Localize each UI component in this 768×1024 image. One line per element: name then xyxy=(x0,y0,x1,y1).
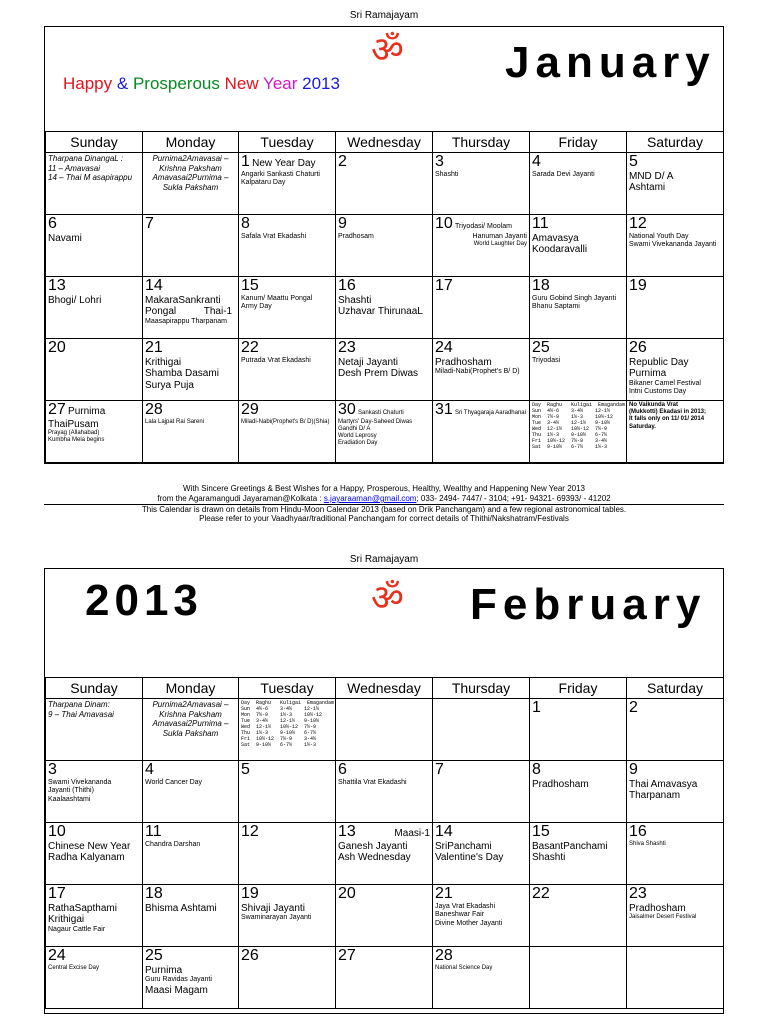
february-grid xyxy=(45,677,724,1009)
event-text: Divine Mother Jayanti xyxy=(435,919,503,927)
week-row xyxy=(46,885,724,947)
event-text: Purnima xyxy=(629,368,667,380)
event-text: Nagaur Cattle Fair xyxy=(48,925,106,933)
day-cell xyxy=(46,947,143,1009)
day-cell xyxy=(143,153,239,215)
event-text: Triyodasi/ Moolam xyxy=(455,223,512,230)
new-year-greeting xyxy=(63,74,340,94)
day-cell xyxy=(433,699,530,761)
month-title: February xyxy=(470,580,707,629)
day-cell xyxy=(46,215,143,277)
day-number: 1 xyxy=(532,699,541,716)
event-text: ThaiPusam xyxy=(48,418,99,430)
day-number: 27 xyxy=(48,401,66,418)
event-text: Swami Vivekananda xyxy=(48,778,112,786)
event-text: Ganesh Jayanti xyxy=(338,840,408,852)
day-number: 26 xyxy=(629,339,647,356)
event-text: Shattila Vrat Ekadashi xyxy=(338,778,407,786)
day-number: 11 xyxy=(532,215,549,232)
day-cell xyxy=(530,339,627,401)
contact-note xyxy=(0,494,768,504)
day-number: 28 xyxy=(435,947,453,964)
weekday-header-row xyxy=(46,132,724,153)
day-cell xyxy=(433,153,530,215)
month-title: January xyxy=(505,38,716,87)
weekday-header: Tuesday xyxy=(239,132,336,153)
event-text: Koodaravalli xyxy=(532,244,588,256)
event-text: Valentine's Day xyxy=(435,852,504,864)
day-cell xyxy=(239,699,336,761)
day-cell xyxy=(433,761,530,823)
event-text: Kumbha Mela begins xyxy=(48,437,105,444)
day-number: 8 xyxy=(241,215,250,232)
event-text: Republic Day xyxy=(629,356,689,368)
day-cell xyxy=(336,215,433,277)
day-cell xyxy=(336,947,433,1009)
event-text: Pradhosham xyxy=(629,902,686,914)
event-text: Gandhi D/ A xyxy=(338,425,371,432)
paksham-note: Krishna Paksham xyxy=(159,709,222,719)
event-text: Putrada Vrat Ekadashi xyxy=(241,356,311,364)
event-text: World Laughter Day xyxy=(473,241,527,248)
week-row xyxy=(46,947,724,1009)
day-cell xyxy=(530,947,627,1009)
day-cell xyxy=(143,947,239,1009)
day-number: 14 xyxy=(145,277,163,294)
tharpana-note: 9 – Thai Amavasai xyxy=(48,709,114,719)
event-text: Central Excise Day xyxy=(48,964,100,971)
event-text: Kaalaashtami xyxy=(48,795,91,803)
event-text: Kanum/ Maattu Pongal xyxy=(241,294,313,302)
week-row xyxy=(46,339,724,401)
day-number: 31 xyxy=(435,401,453,418)
event-text: Thai Amavasya xyxy=(629,778,698,790)
day-number: 7 xyxy=(435,761,444,778)
day-number: 4 xyxy=(532,153,541,170)
event-text: Swaminarayan Jayanti xyxy=(241,914,312,922)
weekday-header: Tuesday xyxy=(239,678,336,699)
day-cell xyxy=(530,215,627,277)
weekday-header-row xyxy=(46,678,724,699)
event-text: Jayanti (Thithi) xyxy=(48,787,94,795)
january-calendar xyxy=(44,26,724,464)
event-text: Shashti xyxy=(338,294,372,306)
event-text: Desh Prem Diwas xyxy=(338,368,419,380)
week-row xyxy=(46,401,724,463)
event-text: Bikaner Camel Festival xyxy=(629,379,701,387)
event-text: Shiva Shashti xyxy=(629,840,666,847)
day-cell xyxy=(239,823,336,885)
event-text: Shamba Dasami xyxy=(145,368,219,380)
year-title: 2013 xyxy=(85,576,203,625)
weekday-header: Wednesday xyxy=(336,678,433,699)
greet-part: Happy xyxy=(63,74,117,93)
event-text: Miladi-Nabi(Prophet's B/ D) xyxy=(435,368,520,376)
event-text: Eradiation Day xyxy=(338,440,378,447)
week-row xyxy=(46,761,724,823)
event-text: Martyrs' Day-Saheed Diwas xyxy=(338,418,413,425)
day-cell xyxy=(336,153,433,215)
day-cell xyxy=(46,823,143,885)
day-number: 25 xyxy=(145,947,163,964)
day-number: 11 xyxy=(145,823,162,840)
day-cell xyxy=(433,215,530,277)
day-number: 23 xyxy=(629,885,647,902)
event-text: Ashtami xyxy=(629,182,666,194)
day-cell xyxy=(627,401,724,463)
weekday-header: Monday xyxy=(143,132,239,153)
paksham-note: Amavasai2Purnima – xyxy=(152,173,229,183)
contact-text: ; 033- 2494- 7447/ - 3104; +91- 94321- 69393/ - 41202 xyxy=(416,494,611,503)
tharpana-note: Tharpana DinangaL : xyxy=(48,154,124,163)
day-cell xyxy=(627,153,724,215)
day-cell xyxy=(143,699,239,761)
day-cell xyxy=(336,761,433,823)
day-cell xyxy=(433,885,530,947)
day-cell xyxy=(433,339,530,401)
day-cell xyxy=(336,885,433,947)
greet-part: New xyxy=(224,74,264,93)
day-cell xyxy=(627,215,724,277)
day-cell xyxy=(239,215,336,277)
day-cell xyxy=(530,761,627,823)
day-number: 5 xyxy=(629,153,638,170)
day-number: 16 xyxy=(338,277,356,294)
day-cell xyxy=(46,153,143,215)
event-text: RathaSapthami xyxy=(48,902,117,914)
weekday-header: Friday xyxy=(530,678,627,699)
paksham-note: Krishna Paksham xyxy=(159,163,222,173)
week-row xyxy=(46,823,724,885)
event-text: Krithigai xyxy=(145,356,182,368)
event-text: (Mukkotti) Ekadasi in 2013; xyxy=(629,409,707,416)
day-number: 21 xyxy=(435,885,453,902)
weekday-header: Saturday xyxy=(627,678,724,699)
weekday-header: Monday xyxy=(143,678,239,699)
day-number: 22 xyxy=(241,339,259,356)
day-cell xyxy=(627,699,724,761)
event-text: Intni Customs Day xyxy=(629,388,687,396)
day-number: 24 xyxy=(48,947,66,964)
day-number: 13 xyxy=(338,823,356,840)
top-label-jan: Sri Ramajayam xyxy=(349,10,419,21)
day-cell xyxy=(627,947,724,1009)
day-number: 25 xyxy=(532,339,550,356)
event-text: Swami Vivekananda Jayanti xyxy=(629,241,717,249)
event-text: Chandra Darshan xyxy=(145,840,201,848)
day-number: 1 xyxy=(241,153,250,170)
paksham-note: Sukla Paksham xyxy=(162,182,219,192)
day-cell xyxy=(239,947,336,1009)
day-number: 14 xyxy=(435,823,453,840)
day-cell xyxy=(530,401,627,463)
day-number: 7 xyxy=(145,215,154,232)
day-cell xyxy=(627,277,724,339)
day-cell xyxy=(143,277,239,339)
day-number: 5 xyxy=(241,761,250,778)
event-text: MND D/ A xyxy=(629,170,674,182)
event-text: Krithigai xyxy=(48,914,85,926)
day-cell xyxy=(627,761,724,823)
paksham-note: Purnima2Amavasai – xyxy=(152,700,229,709)
event-text: Hanuman Jayanti xyxy=(472,232,527,240)
day-cell xyxy=(143,401,239,463)
event-text: No Vaikunda Vrat xyxy=(629,402,679,408)
weekday-header: Thursday xyxy=(433,678,530,699)
event-text: Pradhosham xyxy=(435,356,492,368)
day-cell xyxy=(627,885,724,947)
day-number: 9 xyxy=(629,761,638,778)
event-text: Baneshwar Fair xyxy=(435,911,485,919)
day-cell xyxy=(433,401,530,463)
day-number: 2 xyxy=(629,699,638,716)
day-cell xyxy=(336,277,433,339)
event-text: Lala Lajpat Rai Sareni xyxy=(145,418,205,425)
day-cell xyxy=(239,339,336,401)
event-text: Shivaji Jayanti xyxy=(241,902,305,914)
day-cell xyxy=(46,761,143,823)
day-cell xyxy=(433,947,530,1009)
event-text: BasantPanchami xyxy=(532,840,608,852)
event-text: Bhanu Saptami xyxy=(532,303,580,311)
event-text: Uzhavar ThirunaaL xyxy=(338,306,423,318)
day-number: 26 xyxy=(241,947,259,964)
day-number: 3 xyxy=(435,153,444,170)
event-text: Bhogi/ Lohri xyxy=(48,294,102,306)
event-text: Purnima xyxy=(68,406,106,417)
day-number: 30 xyxy=(338,401,356,418)
event-text: Pradhosham xyxy=(532,778,589,790)
event-text: Ash Wednesday xyxy=(338,852,411,864)
event-text: Shashti xyxy=(435,170,459,178)
event-text: Maasi-1 xyxy=(394,828,430,839)
rahu-kalam-table: Day Raghu Kuligai Emagandam Sun 4½-6 3-4½ 12-1½ Mon 7½-9 1½-3 10½-12 Tue 3-4½ 12-1½ 9-10½ Wed 12-1½ 10½-12 7½-9 Thu 1½-3 9-10½ 6-7½ Fri 10½-12 7½-9 3-4½ Sat 9-10½ 6-7½ 1½-3 xyxy=(241,700,335,748)
event-text: Triyodasi xyxy=(532,356,561,364)
february-calendar xyxy=(44,568,724,1014)
event-text: Jaisalmer Desert Festival xyxy=(629,914,697,921)
event-text: Sarada Devi Jayanti xyxy=(532,170,595,178)
day-number: 22 xyxy=(532,885,550,902)
week-row xyxy=(46,215,724,277)
weekday-header: Thursday xyxy=(433,132,530,153)
day-number: 28 xyxy=(145,401,163,418)
day-cell xyxy=(143,823,239,885)
event-text: MakaraSankranti xyxy=(145,294,221,306)
day-number: 12 xyxy=(241,823,259,840)
event-text: Kalpataru Day xyxy=(241,179,286,187)
day-cell xyxy=(627,339,724,401)
greet-part: & xyxy=(116,74,133,93)
greet-part: 2013 xyxy=(302,74,340,93)
week-row xyxy=(46,699,724,761)
source-note: This Calendar is drawn on details from Hindu-Moon Calendar 2013 (based on Drik Panchangam) and a few regional astronomical tables. xyxy=(44,504,724,515)
event-text: Safala Vrat Ekadashi xyxy=(241,232,307,240)
event-text: Surya Puja xyxy=(145,379,194,391)
day-cell xyxy=(239,277,336,339)
day-number: 19 xyxy=(241,885,259,902)
day-number: 17 xyxy=(435,277,453,294)
event-text: Guru Gobind Singh Jayanti xyxy=(532,294,617,302)
paksham-note: Amavasai2Purnima – xyxy=(152,719,229,729)
day-number: 6 xyxy=(338,761,347,778)
weekday-header: Friday xyxy=(530,132,627,153)
day-cell xyxy=(336,823,433,885)
disclaimer-note: Please refer to your Vaadhyaar/traditional Panchangam for correct details of Thithi/Nakshatram/Festivals xyxy=(199,514,569,523)
event-text: National Youth Day xyxy=(629,232,689,240)
event-text: National Science Day xyxy=(435,964,493,971)
day-cell xyxy=(336,339,433,401)
day-cell xyxy=(239,885,336,947)
weekday-header: Saturday xyxy=(627,132,724,153)
day-number: 15 xyxy=(532,823,550,840)
event-text: Pradhosam xyxy=(338,232,374,240)
top-label-feb: Sri Ramajayam xyxy=(349,554,419,565)
day-number: 20 xyxy=(338,885,356,902)
day-cell xyxy=(46,401,143,463)
event-text: Maasapirappu Tharpanam xyxy=(145,317,227,325)
day-cell xyxy=(336,699,433,761)
day-number: 17 xyxy=(48,885,66,902)
event-text: Tharpanam xyxy=(629,790,681,802)
day-cell xyxy=(530,277,627,339)
day-cell xyxy=(143,215,239,277)
day-number: 13 xyxy=(48,277,66,294)
day-number: 20 xyxy=(48,339,66,356)
day-cell xyxy=(46,885,143,947)
day-cell xyxy=(143,885,239,947)
event-text: Pongal Thai-1 xyxy=(145,306,233,318)
event-text: Angarki Sankasti Chaturti xyxy=(241,170,320,178)
event-text: SriPanchami xyxy=(435,840,492,852)
om-symbol-icon: ॐ xyxy=(371,578,404,619)
event-text: Sri Thyagaraja Aaradhanai xyxy=(455,410,526,416)
event-text: Netaji Jayanti xyxy=(338,356,399,368)
day-number: 21 xyxy=(145,339,163,356)
day-number: 18 xyxy=(145,885,163,902)
paksham-note: Sukla Paksham xyxy=(162,728,219,738)
event-text: Purnima xyxy=(145,964,183,976)
day-cell xyxy=(143,339,239,401)
event-text: Saturday. xyxy=(629,423,656,430)
week-row xyxy=(46,277,724,339)
tharpana-note: 14 – Thai M asapirappu xyxy=(48,173,133,183)
event-text: Army Day xyxy=(241,303,272,311)
email-link[interactable]: s.jayaraaman@gmail.com xyxy=(323,494,417,503)
day-number: 8 xyxy=(532,761,541,778)
day-number: 2 xyxy=(338,153,347,170)
day-cell xyxy=(336,401,433,463)
day-cell xyxy=(433,277,530,339)
event-text: Guru Ravidas Jayanti xyxy=(145,976,212,984)
day-cell xyxy=(46,339,143,401)
day-number: 27 xyxy=(338,947,356,964)
day-number: 3 xyxy=(48,761,57,778)
event-text: Prayag (Allahabad) xyxy=(48,430,100,437)
event-text: Radha Kalyanam xyxy=(48,852,125,864)
day-cell xyxy=(433,823,530,885)
day-number: 18 xyxy=(532,277,550,294)
day-cell xyxy=(143,761,239,823)
weekday-header: Sunday xyxy=(46,132,143,153)
day-number: 29 xyxy=(241,401,259,418)
day-number: 16 xyxy=(629,823,647,840)
day-cell xyxy=(627,823,724,885)
rahu-kalam-table: Day Raghu Kuligai Emagandam Sun 4½-6 3-4½ 12-1½ Mon 7½-9 1½-3 10½-12 Tue 3-4½ 12-1½ 9-10½ Wed 12-1½ 10½-12 7½-9 Thu 1½-3 9-10½ 6-7½ Fri 10½-12 7½-9 3-4½ Sat 9-10½ 6-7½ 1½-3 xyxy=(532,402,626,450)
tharpana-note: Tharpana Dinam: xyxy=(48,700,110,709)
day-cell xyxy=(239,761,336,823)
om-symbol-icon: ॐ xyxy=(371,30,404,71)
greet-part: Year xyxy=(263,74,303,93)
day-number: 10 xyxy=(435,215,453,232)
tharpana-note: 11 – Amavasai xyxy=(48,163,101,173)
day-number: 24 xyxy=(435,339,453,356)
event-text: World Leprosy xyxy=(338,433,377,440)
day-cell xyxy=(239,401,336,463)
day-number: 9 xyxy=(338,215,347,232)
event-text: World Cancer Day xyxy=(145,778,203,786)
event-text: Sankasti Chaturti xyxy=(358,410,404,416)
event-text: Miladi-Nabi(Prophet's B/ D)(Shia) xyxy=(241,418,330,425)
january-grid xyxy=(45,131,724,463)
day-number: 12 xyxy=(629,215,647,232)
event-text: Bhisma Ashtami xyxy=(145,902,217,914)
day-cell xyxy=(46,277,143,339)
day-cell xyxy=(530,153,627,215)
contact-text: from the Agaramangudi Jayaraman@Kolkata : xyxy=(157,494,324,503)
week-row xyxy=(46,153,724,215)
event-text: Navami xyxy=(48,232,82,244)
day-cell xyxy=(530,885,627,947)
event-text: It falls only on 11/ 01/ 2014 xyxy=(629,416,705,423)
paksham-note: Purnima2Amavasai – xyxy=(152,154,229,163)
day-cell xyxy=(530,699,627,761)
day-number: 10 xyxy=(48,823,66,840)
day-number: 6 xyxy=(48,215,57,232)
weekday-header: Sunday xyxy=(46,678,143,699)
day-number: 19 xyxy=(629,277,647,294)
day-number: 23 xyxy=(338,339,356,356)
day-cell xyxy=(239,153,336,215)
event-text: Amavasya xyxy=(532,232,579,244)
weekday-header: Wednesday xyxy=(336,132,433,153)
day-number: 4 xyxy=(145,761,154,778)
event-text: Jaya Vrat Ekadashi xyxy=(435,902,496,910)
event-text: Chinese New Year xyxy=(48,840,131,852)
event-text: Shashti xyxy=(532,852,566,864)
day-number: 15 xyxy=(241,277,259,294)
greeting-note: With Sincere Greetings & Best Wishes for a Happy, Prosperous, Healthy, Wealthy and Happening New Year 2013 xyxy=(183,484,585,493)
greet-part: Prosperous xyxy=(132,74,225,93)
event-text: New Year Day xyxy=(252,158,316,169)
day-cell xyxy=(530,823,627,885)
event-text: Maasi Magam xyxy=(145,984,208,996)
day-cell xyxy=(46,699,143,761)
